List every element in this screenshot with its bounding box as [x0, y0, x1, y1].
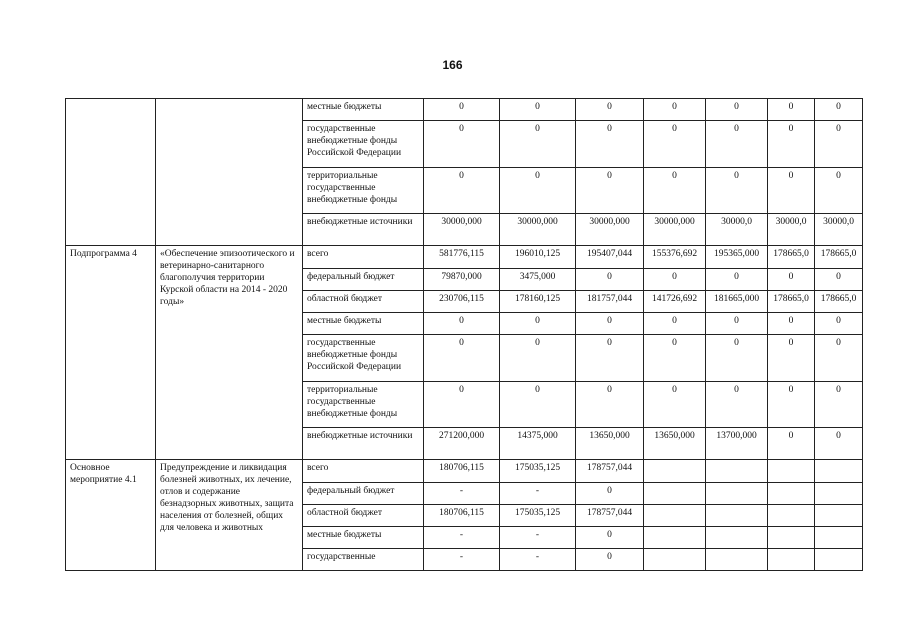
subprogram-label: Подпрограмма 4: [66, 246, 156, 460]
value-cell: 0: [576, 483, 644, 505]
value-cell: 181665,000: [706, 291, 768, 313]
value-cell: -: [424, 527, 500, 549]
value-cell: 13700,000: [706, 428, 768, 460]
value-cell: 0: [768, 382, 815, 428]
value-cell: 178757,044: [576, 460, 644, 483]
value-cell: 0: [815, 313, 863, 335]
value-cell: 0: [706, 269, 768, 291]
value-cell: 0: [815, 382, 863, 428]
funding-source: местные бюджеты: [303, 527, 424, 549]
budget-table: [65, 98, 863, 571]
value-cell: 0: [768, 313, 815, 335]
value-cell: [768, 483, 815, 505]
value-cell: 0: [644, 313, 706, 335]
value-cell: [768, 527, 815, 549]
value-cell: 178757,044: [576, 505, 644, 527]
page-number: 166: [442, 58, 463, 72]
value-cell: 178665,0: [768, 291, 815, 313]
value-cell: 14375,000: [500, 428, 576, 460]
value-cell: 178160,125: [500, 291, 576, 313]
value-cell: 178665,0: [815, 246, 863, 269]
value-cell: [815, 483, 863, 505]
value-cell: 178665,0: [768, 246, 815, 269]
value-cell: 0: [706, 313, 768, 335]
value-cell: -: [500, 527, 576, 549]
value-cell: 0: [424, 99, 500, 121]
funding-source: территориальные государственные внебюджетные фонды: [303, 382, 424, 428]
value-cell: 180706,115: [424, 460, 500, 483]
value-cell: 0: [576, 313, 644, 335]
value-cell: -: [500, 483, 576, 505]
value-cell: 0: [424, 382, 500, 428]
value-cell: 155376,692: [644, 246, 706, 269]
value-cell: [815, 549, 863, 571]
value-cell: [706, 549, 768, 571]
value-cell: [768, 505, 815, 527]
funding-source: территориальные государственные внебюджетные фонды: [303, 168, 424, 214]
value-cell: [644, 483, 706, 505]
value-cell: 0: [500, 121, 576, 168]
value-cell: 0: [576, 269, 644, 291]
value-cell: [644, 505, 706, 527]
value-cell: [644, 549, 706, 571]
value-cell: 0: [706, 121, 768, 168]
value-cell: [706, 460, 768, 483]
value-cell: 0: [815, 335, 863, 382]
program-cell-empty: [66, 99, 156, 246]
value-cell: 30000,000: [424, 214, 500, 246]
value-cell: [644, 460, 706, 483]
value-cell: 0: [815, 428, 863, 460]
table-body: [66, 99, 863, 571]
funding-source: местные бюджеты: [303, 313, 424, 335]
value-cell: -: [424, 483, 500, 505]
value-cell: 13650,000: [644, 428, 706, 460]
value-cell: 3475,000: [500, 269, 576, 291]
value-cell: 178665,0: [815, 291, 863, 313]
value-cell: 0: [706, 335, 768, 382]
value-cell: -: [500, 549, 576, 571]
value-cell: 0: [768, 428, 815, 460]
table-row: [66, 99, 863, 121]
funding-source: областной бюджет: [303, 505, 424, 527]
funding-source: внебюджетные источники: [303, 214, 424, 246]
value-cell: 0: [500, 99, 576, 121]
value-cell: 0: [500, 313, 576, 335]
value-cell: 79870,000: [424, 269, 500, 291]
value-cell: 0: [706, 168, 768, 214]
value-cell: [706, 527, 768, 549]
funding-source: областной бюджет: [303, 291, 424, 313]
value-cell: [768, 460, 815, 483]
value-cell: 0: [706, 382, 768, 428]
value-cell: 141726,692: [644, 291, 706, 313]
value-cell: 0: [644, 335, 706, 382]
value-cell: 30000,0: [815, 214, 863, 246]
value-cell: 0: [500, 382, 576, 428]
value-cell: 196010,125: [500, 246, 576, 269]
value-cell: [644, 527, 706, 549]
value-cell: 0: [424, 168, 500, 214]
value-cell: 0: [500, 335, 576, 382]
value-cell: [706, 505, 768, 527]
funding-source: федеральный бюджет: [303, 269, 424, 291]
measure-title: Предупреждение и ликвидация болезней животных, их лечение, отлов и содержание безнадзорных животных, защита населения от болезней, общих для человека и животных: [156, 460, 303, 571]
value-cell: 0: [815, 269, 863, 291]
measure-label: Основное мероприятие 4.1: [66, 460, 156, 571]
value-cell: [815, 527, 863, 549]
funding-source: всего: [303, 460, 424, 483]
subprogram-title: «Обеспечение эпизоотического и ветеринарно-санитарного благополучия территории Курской области на 2014 - 2020 годы»: [156, 246, 303, 460]
value-cell: -: [424, 549, 500, 571]
value-cell: 0: [576, 382, 644, 428]
value-cell: 0: [424, 313, 500, 335]
value-cell: 0: [576, 99, 644, 121]
value-cell: 0: [644, 382, 706, 428]
value-cell: 0: [576, 549, 644, 571]
value-cell: 0: [576, 527, 644, 549]
funding-source: государственные внебюджетные фонды Российской Федерации: [303, 335, 424, 382]
value-cell: 0: [768, 269, 815, 291]
value-cell: 0: [644, 121, 706, 168]
value-cell: 0: [815, 121, 863, 168]
table-row: [66, 460, 863, 483]
value-cell: 0: [768, 99, 815, 121]
value-cell: 181757,044: [576, 291, 644, 313]
value-cell: 230706,115: [424, 291, 500, 313]
value-cell: 0: [768, 168, 815, 214]
value-cell: 0: [644, 99, 706, 121]
value-cell: 30000,0: [706, 214, 768, 246]
value-cell: 0: [576, 168, 644, 214]
value-cell: [768, 549, 815, 571]
value-cell: [815, 505, 863, 527]
value-cell: 0: [768, 335, 815, 382]
funding-source: внебюджетные источники: [303, 428, 424, 460]
value-cell: 195407,044: [576, 246, 644, 269]
value-cell: 0: [706, 99, 768, 121]
value-cell: 0: [500, 168, 576, 214]
value-cell: 0: [424, 335, 500, 382]
value-cell: 0: [576, 335, 644, 382]
value-cell: 30000,000: [644, 214, 706, 246]
value-cell: 581776,115: [424, 246, 500, 269]
value-cell: 0: [644, 168, 706, 214]
table-row: [66, 246, 863, 269]
value-cell: 30000,000: [576, 214, 644, 246]
value-cell: 0: [424, 121, 500, 168]
value-cell: 195365,000: [706, 246, 768, 269]
value-cell: 30000,0: [768, 214, 815, 246]
value-cell: 0: [768, 121, 815, 168]
funding-source: всего: [303, 246, 424, 269]
value-cell: 175035,125: [500, 460, 576, 483]
value-cell: 0: [644, 269, 706, 291]
value-cell: 175035,125: [500, 505, 576, 527]
funding-source: федеральный бюджет: [303, 483, 424, 505]
funding-source: государственные: [303, 549, 424, 571]
funding-source: государственные внебюджетные фонды Российской Федерации: [303, 121, 424, 168]
program-title-cell-empty: [156, 99, 303, 246]
value-cell: 30000,000: [500, 214, 576, 246]
value-cell: 271200,000: [424, 428, 500, 460]
value-cell: 0: [815, 168, 863, 214]
funding-source: местные бюджеты: [303, 99, 424, 121]
value-cell: [706, 483, 768, 505]
value-cell: 180706,115: [424, 505, 500, 527]
value-cell: 0: [576, 121, 644, 168]
value-cell: [815, 460, 863, 483]
value-cell: 13650,000: [576, 428, 644, 460]
value-cell: 0: [815, 99, 863, 121]
